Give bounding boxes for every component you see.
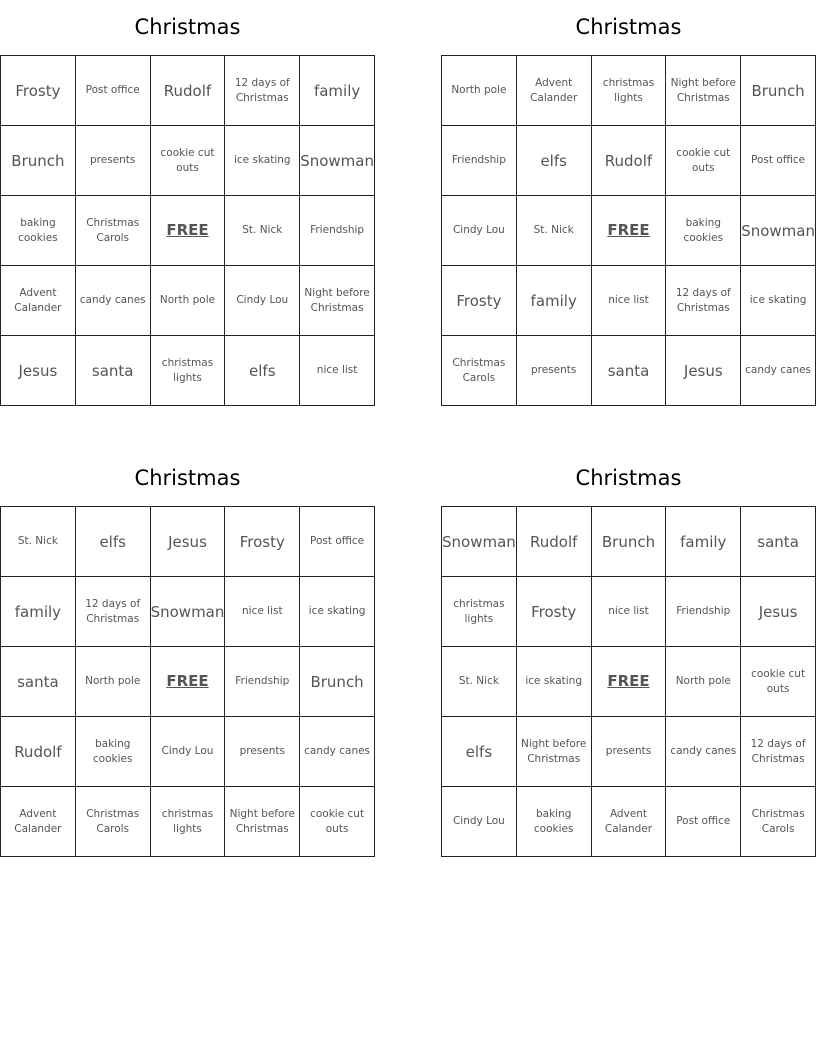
bingo-cell: Snowman xyxy=(442,507,517,577)
bingo-cell: Snowman xyxy=(151,577,226,647)
bingo-cell: North pole xyxy=(151,266,226,336)
bingo-cell: Post office xyxy=(76,56,151,126)
bingo-cell: elfs xyxy=(442,717,517,787)
bingo-cell: nice list xyxy=(592,577,667,647)
bingo-cell: Friendship xyxy=(300,196,375,266)
bingo-cell: cookie cut outs xyxy=(741,647,816,717)
bingo-cell: St. Nick xyxy=(1,507,76,577)
bingo-cell: Rudolf xyxy=(592,126,667,196)
bingo-cell: baking cookies xyxy=(76,717,151,787)
bingo-cell: Friendship xyxy=(225,647,300,717)
bingo-cell: 12 days of Christmas xyxy=(225,56,300,126)
bingo-cell: Cindy Lou xyxy=(151,717,226,787)
bingo-cell: Jesus xyxy=(1,336,76,406)
card-title: Christmas xyxy=(575,466,682,490)
bingo-cell: Jesus xyxy=(741,577,816,647)
bingo-cell: Night before Christmas xyxy=(666,56,741,126)
card-title: Christmas xyxy=(134,15,241,39)
bingo-cell: ice skating xyxy=(225,126,300,196)
bingo-cell: Night before Christmas xyxy=(517,717,592,787)
bingo-cell: santa xyxy=(1,647,76,717)
bingo-cell: Christmas Carols xyxy=(741,787,816,857)
bingo-cell: Frosty xyxy=(517,577,592,647)
bingo-cell: nice list xyxy=(300,336,375,406)
bingo-cell: St. Nick xyxy=(442,647,517,717)
bingo-cell: Advent Calander xyxy=(517,56,592,126)
bingo-cell: Cindy Lou xyxy=(442,787,517,857)
bingo-cell: family xyxy=(517,266,592,336)
bingo-cell: Jesus xyxy=(151,507,226,577)
bingo-cell: christmas lights xyxy=(442,577,517,647)
bingo-cell: 12 days of Christmas xyxy=(76,577,151,647)
bingo-cell: Brunch xyxy=(300,647,375,717)
bingo-cell: elfs xyxy=(517,126,592,196)
bingo-cell: candy canes xyxy=(741,336,816,406)
bingo-cell: Advent Calander xyxy=(1,266,76,336)
bingo-cell: North pole xyxy=(442,56,517,126)
bingo-cell: family xyxy=(666,507,741,577)
bingo-cell: baking cookies xyxy=(1,196,76,266)
bingo-cell: Snowman xyxy=(300,126,375,196)
bingo-cell: santa xyxy=(741,507,816,577)
free-space-cell: FREE xyxy=(151,196,226,266)
bingo-cell: Christmas Carols xyxy=(76,787,151,857)
bingo-cell: Rudolf xyxy=(151,56,226,126)
bingo-cell: Jesus xyxy=(666,336,741,406)
free-space-cell: FREE xyxy=(151,647,226,717)
bingo-cell: ice skating xyxy=(741,266,816,336)
bingo-cell: presents xyxy=(517,336,592,406)
bingo-cell: family xyxy=(1,577,76,647)
bingo-cell: Cindy Lou xyxy=(225,266,300,336)
bingo-cell: North pole xyxy=(666,647,741,717)
bingo-cell: elfs xyxy=(225,336,300,406)
bingo-cell: Night before Christmas xyxy=(225,787,300,857)
bingo-cell: christmas lights xyxy=(151,787,226,857)
bingo-cell: santa xyxy=(76,336,151,406)
bingo-cell: Frosty xyxy=(225,507,300,577)
card-title: Christmas xyxy=(134,466,241,490)
bingo-cell: Christmas Carols xyxy=(76,196,151,266)
bingo-cell: christmas lights xyxy=(151,336,226,406)
free-space-cell: FREE xyxy=(592,647,667,717)
bingo-cell: Frosty xyxy=(1,56,76,126)
bingo-cell: cookie cut outs xyxy=(666,126,741,196)
bingo-cell: ice skating xyxy=(517,647,592,717)
bingo-cell: cookie cut outs xyxy=(300,787,375,857)
bingo-cell: Rudolf xyxy=(517,507,592,577)
bingo-cell: ice skating xyxy=(300,577,375,647)
bingo-cell: Night before Christmas xyxy=(300,266,375,336)
bingo-cell: Brunch xyxy=(1,126,76,196)
bingo-grid xyxy=(441,506,816,857)
bingo-cell: baking cookies xyxy=(517,787,592,857)
bingo-cell: candy canes xyxy=(666,717,741,787)
bingo-cell: Cindy Lou xyxy=(442,196,517,266)
bingo-cell: presents xyxy=(225,717,300,787)
free-space-cell: FREE xyxy=(592,196,667,266)
bingo-cell: Brunch xyxy=(592,507,667,577)
bingo-cell: candy canes xyxy=(300,717,375,787)
bingo-cell: elfs xyxy=(76,507,151,577)
bingo-cell: Advent Calander xyxy=(592,787,667,857)
bingo-cell: Advent Calander xyxy=(1,787,76,857)
bingo-cell: Christmas Carols xyxy=(442,336,517,406)
bingo-cell: nice list xyxy=(592,266,667,336)
bingo-cell: Brunch xyxy=(741,56,816,126)
bingo-cell: baking cookies xyxy=(666,196,741,266)
bingo-cell: presents xyxy=(76,126,151,196)
bingo-cell: 12 days of Christmas xyxy=(741,717,816,787)
bingo-cell: Post office xyxy=(300,507,375,577)
bingo-cell: christmas lights xyxy=(592,56,667,126)
bingo-cell: Post office xyxy=(666,787,741,857)
bingo-cell: santa xyxy=(592,336,667,406)
bingo-cell: North pole xyxy=(76,647,151,717)
bingo-cell: St. Nick xyxy=(225,196,300,266)
bingo-cell: Frosty xyxy=(442,266,517,336)
bingo-cell: St. Nick xyxy=(517,196,592,266)
bingo-cell: Post office xyxy=(741,126,816,196)
bingo-cell: cookie cut outs xyxy=(151,126,226,196)
bingo-cell: family xyxy=(300,56,375,126)
bingo-cell: 12 days of Christmas xyxy=(666,266,741,336)
bingo-grid xyxy=(0,506,375,857)
bingo-grid xyxy=(0,55,375,406)
card-title: Christmas xyxy=(575,15,682,39)
bingo-cell: Rudolf xyxy=(1,717,76,787)
bingo-cell: nice list xyxy=(225,577,300,647)
bingo-grid xyxy=(441,55,816,406)
bingo-cell: Snowman xyxy=(741,196,816,266)
bingo-cell: presents xyxy=(592,717,667,787)
bingo-cell: Friendship xyxy=(442,126,517,196)
bingo-cell: Friendship xyxy=(666,577,741,647)
bingo-cell: candy canes xyxy=(76,266,151,336)
